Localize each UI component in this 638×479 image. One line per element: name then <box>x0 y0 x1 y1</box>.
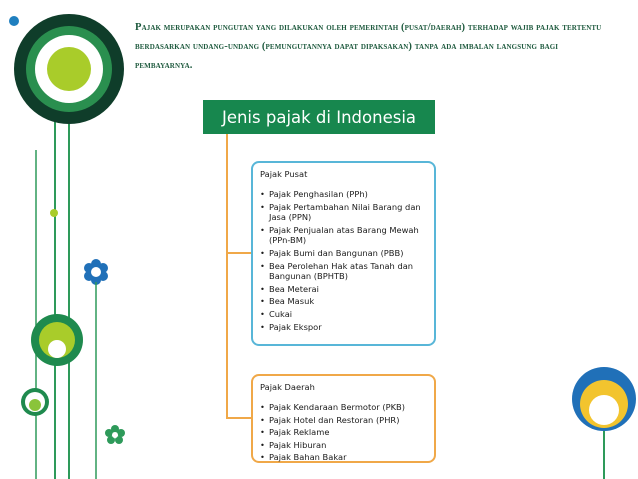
list-item: • Bea Masuk <box>260 296 428 307</box>
list-item: • Bea Perolehan Hak atas Tanah dan Bangunan (BPHTB) <box>260 261 428 282</box>
diagram-title-label: Jenis pajak di Indonesia <box>221 107 417 127</box>
list-item: • Pajak Hotel dan Restoran (PHR) <box>260 415 428 426</box>
pajak-daerah-header: Pajak Daerah <box>260 382 315 392</box>
pajak-pusat-box <box>251 161 436 346</box>
diagram-title <box>203 100 435 134</box>
connector-to-pusat <box>226 252 251 254</box>
connector-vertical <box>226 134 228 418</box>
list-item: • Pajak Pertambahan Nilai Barang dan Jasa (PPN) <box>260 202 428 223</box>
list-item: • Pajak Kendaraan Bermotor (PKB) <box>260 402 428 413</box>
pajak-pusat-header: Pajak Pusat <box>260 169 308 179</box>
blue-dot-ornament <box>9 16 19 26</box>
blue-flower-ornament <box>84 259 108 285</box>
pajak-pusat-list <box>260 189 428 332</box>
list-item: • Pajak Ekspor <box>260 322 428 333</box>
list-item: • Pajak Hiburan <box>260 440 428 451</box>
list-item: • Pajak Penjualan atas Barang Mewah (PPn-BM) <box>260 225 428 246</box>
green-flower-ornament <box>105 425 125 444</box>
lime-dot-ornament <box>50 209 58 217</box>
pajak-daerah-box <box>251 374 436 463</box>
list-item: • Pajak Bahan Bakar <box>260 452 428 463</box>
list-item: • Pajak Reklame <box>260 427 428 438</box>
pajak-daerah-list <box>260 402 428 463</box>
list-item: • Bea Meterai <box>260 284 428 295</box>
list-item: • Cukai <box>260 309 428 320</box>
connector-to-daerah <box>226 417 251 419</box>
list-item: • Pajak Bumi dan Bangunan (PBB) <box>260 248 428 259</box>
list-item: • Pajak Penghasilan (PPh) <box>260 189 428 200</box>
heading-text: Pajak merupakan pungutan yang dilakukan oleh pemerintah (pusat/daerah) terhadap wajib pajak tertentu berdasarkan undang-undang (pemungutannya dapat dipaksakan) tanpa ada imbalan langsung bagi pembayarnya. <box>135 22 602 71</box>
